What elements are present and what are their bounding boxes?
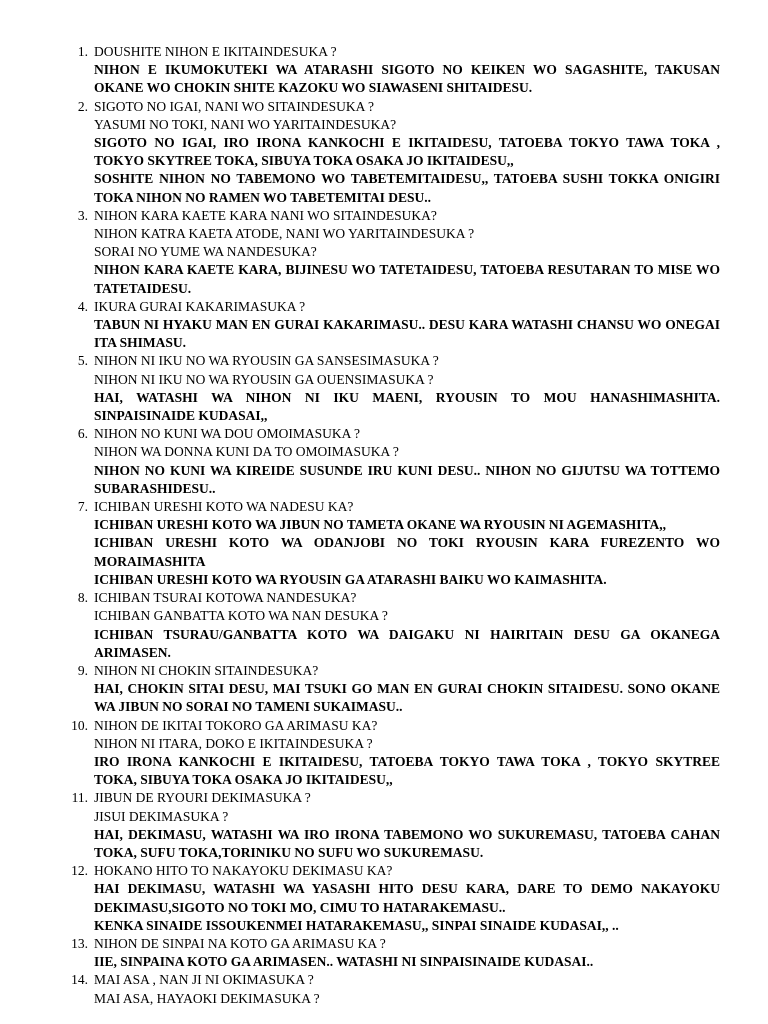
question-text: NIHON NI IKU NO WA RYOUSIN GA OUENSIMASUKA ? <box>94 371 434 387</box>
question-text: NIHON KARA KAETE KARA NANI WO SITAINDESUKA? <box>94 207 437 223</box>
answer-text: KENKA SINAIDE ISSOUKENMEI HATARAKEMASU,, SINPAI SINAIDE KUDASAI,, .. <box>94 917 619 933</box>
answer-text: NIHON KARA KAETE KARA, BIJINESU WO TATETAIDESU, TATOEBA RESUTARAN TO MISE WO TATETAIDESU. <box>94 262 720 296</box>
qa-item <box>72 862 720 935</box>
answer-text: SIGOTO NO IGAI, IRO IRONA KANKOCHI E IKITAIDESU, TATOEBA TOKYO TAWA TOKA , TOKYO SKYTREE TOKA, SIBUYA TOKA OSAKA JO IKITAIDESU,, <box>94 135 720 169</box>
answer-text: SOSHITE NIHON NO TABEMONO WO TABETEMITAIDESU,, TATOEBA SUSHI TOKKA ONIGIRI TOKA NIHON NO RAMEN WO TABETEMITAI DESU.. <box>94 171 720 205</box>
qa-item <box>72 971 720 1007</box>
question-text: ICHIBAN GANBATTA KOTO WA NAN DESUKA ? <box>94 608 388 624</box>
question-text: NIHON WA DONNA KUNI DA TO OMOIMASUKA ? <box>94 444 399 460</box>
question-text: SIGOTO NO IGAI, NANI WO SITAINDESUKA ? <box>94 98 375 114</box>
question-text: NIHON NO KUNI WA DOU OMOIMASUKA ? <box>94 426 360 442</box>
qa-item <box>72 935 720 971</box>
item-number: 11. <box>71 790 88 806</box>
answer-text: ICHIBAN TSURAU/GANBATTA KOTO WA DAIGAKU NI HAIRITAIN DESU GA OKANEGA ARIMASEN. <box>94 626 720 660</box>
item-number: 10. <box>71 717 88 733</box>
answer-text: HAI, WATASHI WA NIHON NI IKU MAENI, RYOUSIN TO MOU HANASHIMASHITA. SINPAISINAIDE KUDASAI,, <box>94 389 720 424</box>
question-text: IKURA GURAI KAKARIMASUKA ? <box>94 298 306 314</box>
answer-text: HAI, CHOKIN SITAI DESU, MAI TSUKI GO MAN EN GURAI CHOKIN SITAIDESU. SONO OKANE WA JIBUN NO SORAI NO TAMENI SUKAIMASU.. <box>94 681 720 715</box>
question-text: SORAI NO YUME WA NANDESUKA? <box>94 244 317 260</box>
question-text: NIHON DE IKITAI TOKORO GA ARIMASU KA? <box>94 717 378 733</box>
answer-text: NIHON NO KUNI WA KIREIDE SUSUNDE IRU KUNI DESU.. NIHON NO GIJUTSU WA TOTTEMO SUBARASHIDESU.. <box>94 462 720 496</box>
answer-text: ICHIBAN URESHI KOTO WA ODANJOBI NO TOKI RYOUSIN KARA FUREZENTO WO MORAIMASHITA <box>94 535 720 569</box>
qa-item <box>72 662 720 717</box>
item-number: 9. <box>77 662 88 678</box>
answer-text: NIHON E IKUMOKUTEKI WA ATARASHI SIGOTO NO KEIKEN WO SAGASHITE, TAKUSAN OKANE WO CHOKIN SHITE KAZOKU WO SIAWASENI SHITAIDESU. <box>94 62 720 96</box>
question-text: NIHON NI ITARA, DOKO E IKITAINDESUKA ? <box>94 735 373 751</box>
qa-list <box>72 43 720 1008</box>
item-number: 5. <box>77 353 88 369</box>
answer-text: IIE, SINPAINA KOTO GA ARIMASEN.. WATASHI NI SINPAISINAIDE KUDASAI.. <box>94 954 594 970</box>
question-text: NIHON NI IKU NO WA RYOUSIN GA SANSESIMASUKA ? <box>94 353 439 369</box>
item-number: 3. <box>77 207 88 223</box>
item-number: 14. <box>71 972 88 988</box>
question-text: ICHIBAN URESHI KOTO WA NADESU KA? <box>94 499 354 515</box>
answer-text: IRO IRONA KANKOCHI E IKITAIDESU, TATOEBA TOKYO TAWA TOKA , TOKYO SKYTREE TOKA, SIBUYA TOKA OSAKA JO IKITAIDESU,, <box>94 753 720 788</box>
question-text: MAI ASA , NAN JI NI OKIMASUKA ? <box>94 972 314 988</box>
qa-item <box>72 352 720 425</box>
item-number: 13. <box>71 935 88 951</box>
question-text: ICHIBAN TSURAI KOTOWA NANDESUKA? <box>94 590 357 606</box>
item-number: 6. <box>77 426 88 442</box>
item-number: 1. <box>77 44 88 59</box>
question-text: JISUI DEKIMASUKA ? <box>94 808 229 824</box>
question-text: NIHON NI CHOKIN SITAINDESUKA? <box>94 662 319 678</box>
item-number: 12. <box>71 863 88 879</box>
qa-item <box>72 207 720 298</box>
answer-text: ICHIBAN URESHI KOTO WA JIBUN NO TAMETA OKANE WA RYOUSIN NI AGEMASHITA,, <box>94 517 667 533</box>
answer-text: ICHIBAN URESHI KOTO WA RYOUSIN GA ATARASHI BAIKU WO KAIMASHITA. <box>94 571 607 587</box>
item-number: 7. <box>77 499 88 515</box>
qa-item <box>72 717 720 790</box>
question-text: NIHON DE SINPAI NA KOTO GA ARIMASU KA ? <box>94 935 386 951</box>
question-text: JIBUN DE RYOURI DEKIMASUKA ? <box>94 790 311 806</box>
qa-item <box>72 425 720 498</box>
question-text: HOKANO HITO TO NAKAYOKU DEKIMASU KA? <box>94 863 393 879</box>
item-number: 8. <box>77 590 88 606</box>
qa-item <box>72 498 720 589</box>
qa-item <box>72 789 720 862</box>
item-number: 2. <box>77 98 88 114</box>
question-text: DOUSHITE NIHON E IKITAINDESUKA ? <box>94 44 337 59</box>
qa-item <box>72 43 720 98</box>
answer-text: HAI, DEKIMASU, WATASHI WA IRO IRONA TABEMONO WO SUKUREMASU, TATOEBA CAHAN TOKA, SUFU TOKA,TORINIKU NO SUFU WO SUKUREMASU. <box>94 826 720 860</box>
question-text: YASUMI NO TOKI, NANI WO YARITAINDESUKA? <box>94 116 397 132</box>
qa-item <box>72 298 720 353</box>
qa-item <box>72 589 720 662</box>
qa-item <box>72 98 720 207</box>
answer-text: HAI DEKIMASU, WATASHI WA YASASHI HITO DESU KARA, DARE TO DEMO NAKAYOKU DEKIMASU,SIGOTO NO TOKI MO, CIMU TO HATARAKEMASU.. <box>94 881 720 915</box>
question-text: NIHON KATRA KAETA ATODE, NANI WO YARITAINDESUKA ? <box>94 226 475 242</box>
item-number: 4. <box>77 298 88 314</box>
question-text: MAI ASA, HAYAOKI DEKIMASUKA ? <box>94 990 320 1006</box>
answer-text: TABUN NI HYAKU MAN EN GURAI KAKARIMASU.. DESU KARA WATASHI CHANSU WO ONEGAI ITA SHIMASU. <box>94 317 720 351</box>
